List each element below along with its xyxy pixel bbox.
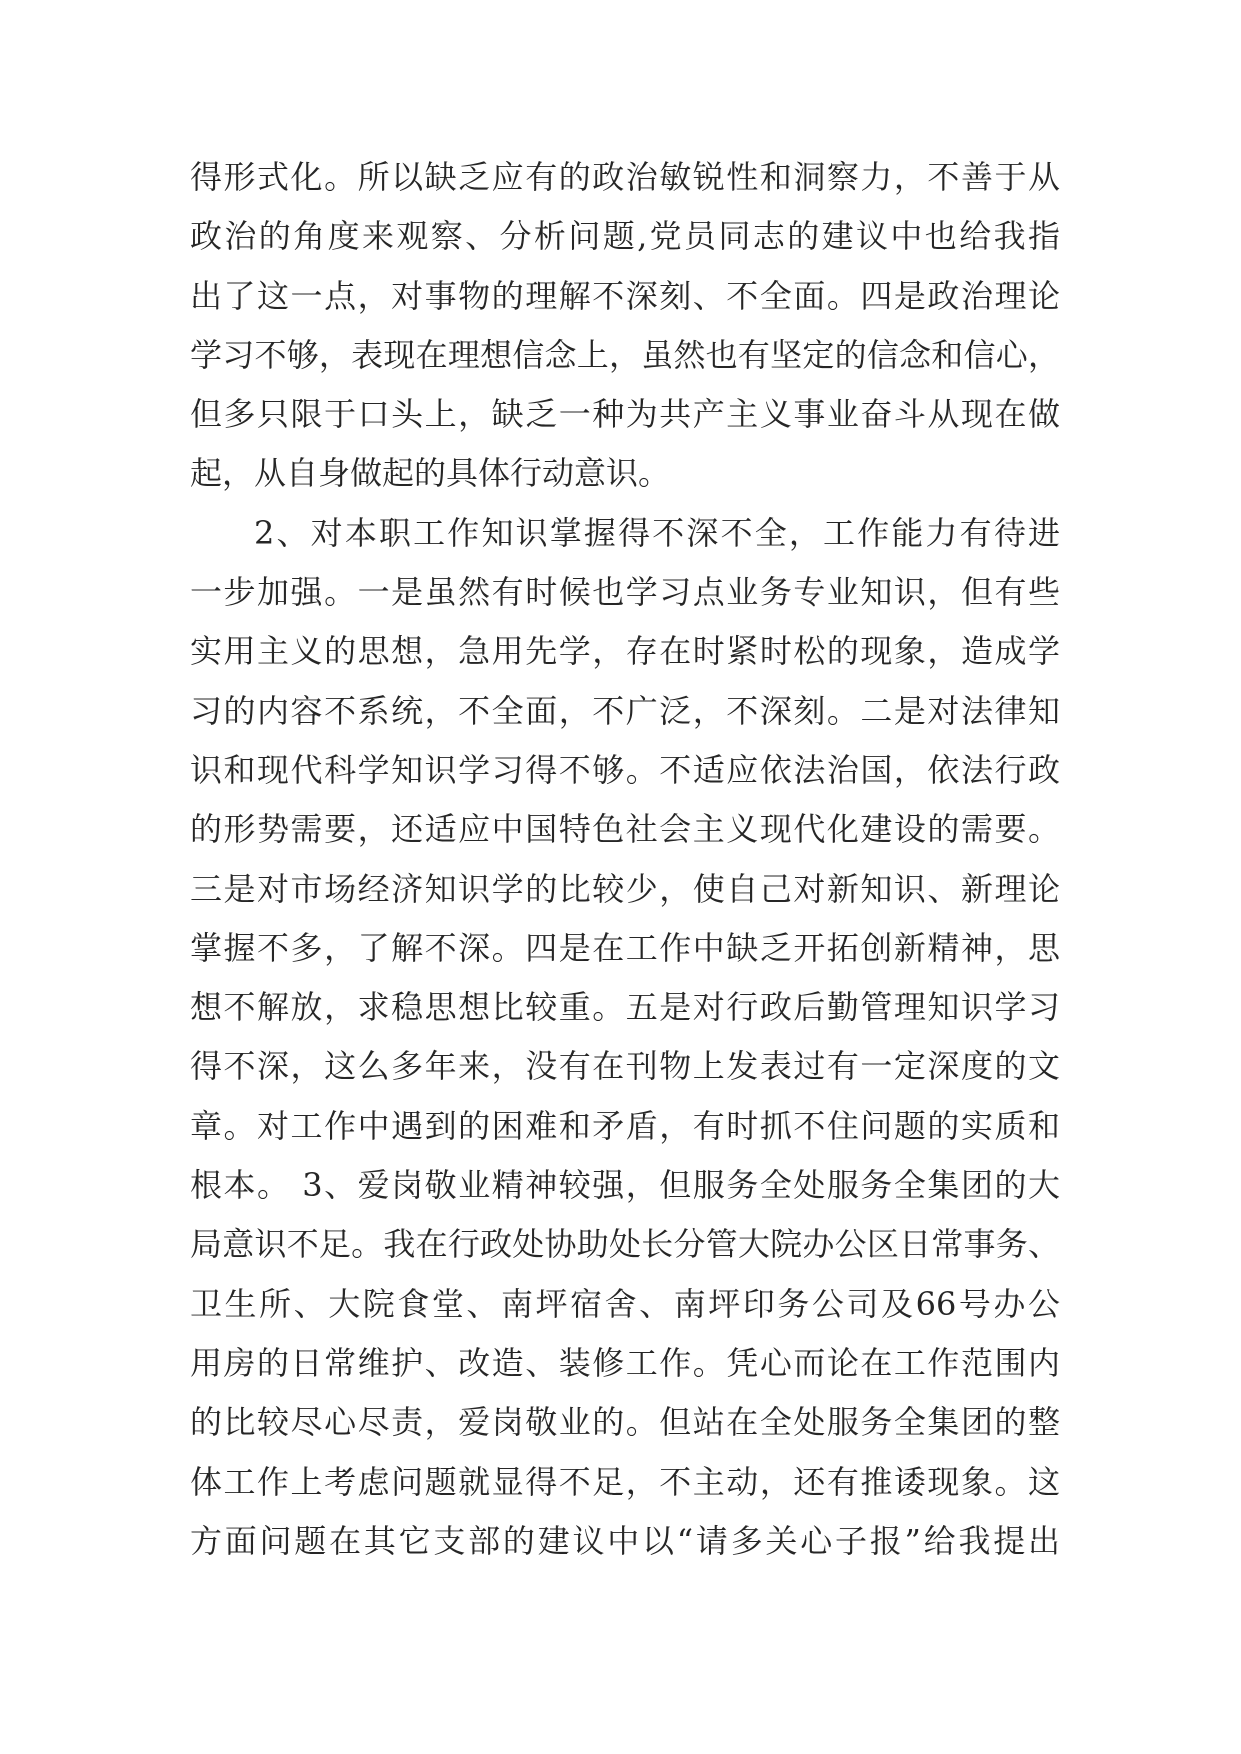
text-line: 得形式化。所以缺乏应有的政治敏锐性和洞察力，不善于从 (190, 158, 1060, 196)
text-line: 识和现代科学知识学习得不够。不适应依法治国，依法行政 (190, 750, 1060, 789)
body-text (190, 148, 1060, 1571)
text-line: 体工作上考虑问题就显得不足，不主动，还有推诿现象。这 (190, 1462, 1060, 1501)
text-line: 局意识不足。我在行政处协助处长分管大院办公区日常事务、 (190, 1225, 1060, 1264)
text-line: 用房的日常维护、改造、装修工作。凭心而论在工作范围内 (190, 1343, 1060, 1382)
text-line: 的形势需要，还适应中国特色社会主义现代化建设的需要。 (190, 810, 1060, 849)
text-line: 想不解放，求稳思想比较重。五是对行政后勤管理知识学习 (190, 988, 1060, 1027)
text-line: 实用主义的思想，急用先学，存在时紧时松的现象，造成学 (190, 632, 1060, 671)
text-line: 掌握不多，了解不深。四是在工作中缺乏开拓创新精神，思 (190, 928, 1060, 967)
text-line: 章。对工作中遇到的困难和矛盾，有时抓不住问题的实质和 (190, 1106, 1060, 1145)
text-line: 政治的角度来观察、分析问题,党员同志的建议中也给我指 (190, 217, 1060, 256)
text-line: 习的内容不系统，不全面，不广泛，不深刻。二是对法律知 (190, 691, 1060, 730)
text-line: 起，从自身做起的具体行动意识。 (190, 454, 671, 493)
text-line: 得不深，这么多年来，没有在刊物上发表过有一定深度的文 (190, 1047, 1060, 1086)
text-line: 学习不够，表现在理想信念上，虽然也有坚定的信念和信心， (190, 335, 1060, 374)
paragraph-start-line: 2、对本职工作知识掌握得不深不全，工作能力有待进 (254, 513, 1060, 552)
text-line: 三是对市场经济知识学的比较少，使自己对新知识、新理论 (190, 869, 1060, 908)
text-line: 一步加强。一是虽然有时候也学习点业务专业知识，但有些 (190, 573, 1060, 612)
text-line: 的比较尽心尽责，爱岗敬业的。但站在全处服务全集团的整 (190, 1403, 1060, 1442)
text-line: 但多只限于口头上，缺乏一种为共产主义事业奋斗从现在做 (190, 395, 1060, 434)
text-line: 出了这一点，对事物的理解不深刻、不全面。四是政治理论 (190, 276, 1060, 315)
text-line: 根本。 3、爱岗敬业精神较强，但服务全处服务全集团的大 (190, 1166, 1060, 1205)
text-line: 方面问题在其它支部的建议中以“请多关心子报”给我提出 (190, 1521, 1060, 1560)
text-line: 卫生所、大院食堂、南坪宿舍、南坪印务公司及66号办公 (190, 1284, 1060, 1323)
